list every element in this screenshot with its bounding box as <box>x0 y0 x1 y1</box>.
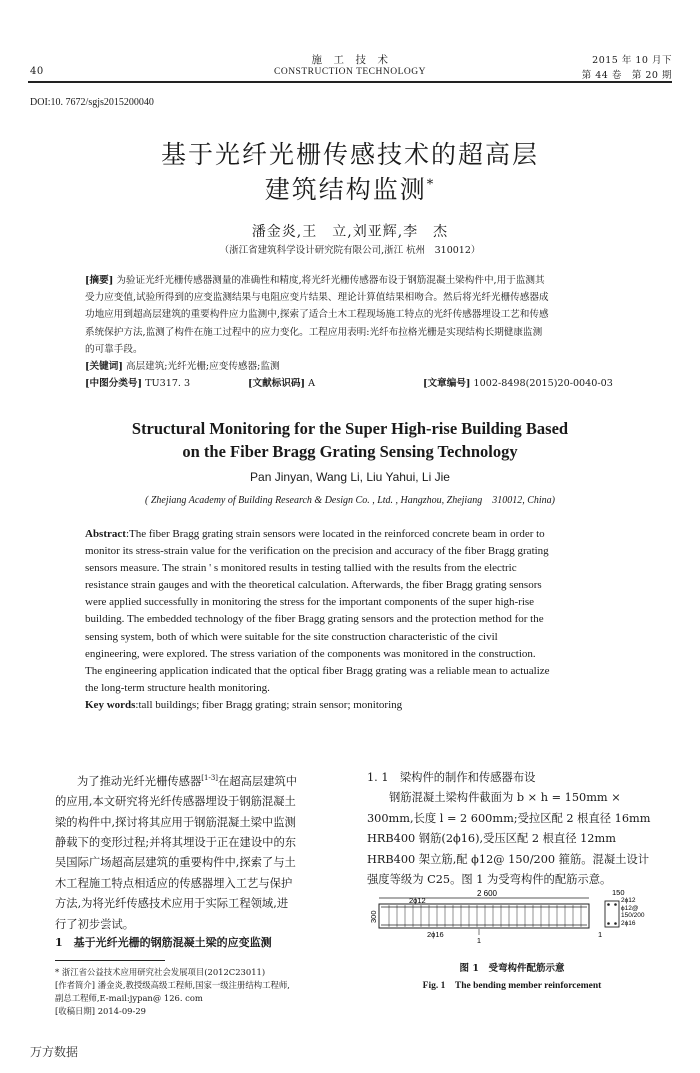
section-bottom-bar <box>614 922 617 925</box>
body-line: 吴国际广场超高层建筑的重要构件中,探索了与土 <box>55 856 296 870</box>
stirrups <box>389 905 581 927</box>
journal-title-cn: 施 工 技 术 <box>311 54 389 66</box>
abstract-en-line: engineering, were explored. The stress variation of the components was monitored in the construction. <box>85 647 536 660</box>
classification-row <box>85 375 645 392</box>
section-stirrup-label: ϕ12@ <box>621 905 639 912</box>
clc-label: [中图分类号] <box>85 378 143 390</box>
doc-code-value: A <box>308 378 316 390</box>
body-line: 行了初步尝试。 <box>55 917 135 931</box>
page-number: 40 <box>30 66 44 77</box>
abstract-cn-line: 系统保护方法,监测了构件在施工过程中的应力变化。工程应用表明:光纤布拉格光栅是实现结构长期健康监测 <box>85 326 543 338</box>
section-spacing-label: 150/200 <box>621 912 645 919</box>
abstract-en-line: building. The embedded technology of the fiber Bragg grating sensors and the protection method for the <box>85 613 544 626</box>
body-line: 强度等级为 C25。图 1 为受弯构件的配筋示意。 <box>367 873 612 887</box>
journal-title-en: CONSTRUCTION TECHNOLOGY <box>274 67 426 77</box>
affiliation-cn: （浙江省建筑科学设计研究院有限公司,浙江 杭州 310012） <box>219 245 481 256</box>
header-rule <box>28 81 672 83</box>
abstract-en <box>85 526 645 714</box>
abstract-cn-line: 的可靠手段。 <box>85 343 143 355</box>
body-line: 木工程施工特点相适应的传感器埋入工艺与保护 <box>55 876 293 890</box>
section-heading-1: 1 基于光纤光栅的钢筋混凝土梁的应变监测 <box>55 936 272 949</box>
keywords-en-label: Key words <box>85 698 136 711</box>
abstract-en-line: monitor its stress-strain value for the verification on the precision and accuracy of the fiber Bragg grating <box>85 545 549 558</box>
body-line <box>55 768 340 792</box>
figure-caption-cn: 图 1 受弯构件配筋示意 <box>459 963 565 974</box>
citation: [1-3] <box>201 774 219 782</box>
width-label: 150 <box>612 888 625 897</box>
abstract-en-line <box>85 526 645 543</box>
body-right-column <box>367 768 652 890</box>
abstract-cn <box>85 272 645 392</box>
body-line: 的应用,本文研究将光纤传感器埋设于钢筋混凝土 <box>55 795 296 809</box>
section-top-label: 2ϕ12 <box>621 897 636 904</box>
doc-code-label: [文献标识码] <box>248 378 306 390</box>
title-cn-line2-text: 建筑结构监测 <box>264 175 427 204</box>
figure-1 <box>367 885 657 945</box>
body-line: 钢筋混凝土梁构件截面为 b × h = 150mm × <box>389 791 621 805</box>
height-label: 300 <box>369 910 378 923</box>
issue-date: 2015 年 10 月下 <box>592 55 672 66</box>
article-number <box>423 375 613 392</box>
cross-section <box>605 901 619 927</box>
abstract-en-line: sensors measure. The strain ' s monitored results in testing tallied with the results from the electric <box>85 562 517 575</box>
title-en-line2: on the Fiber Bragg Grating Sensing Technology <box>182 442 518 461</box>
abstract-en-text: :The fiber Bragg grating strain sensors were located in the reinforced concrete beam in order to <box>125 528 545 540</box>
article-number-value: 1002-8498(2015)20-0040-03 <box>473 378 613 390</box>
section-top-bar <box>607 903 610 906</box>
title-footnote-mark: * <box>426 177 436 193</box>
body-line: 梁的构件中,探讨将其应用于钢筋混凝土梁中监测 <box>55 815 296 829</box>
authors-en: Pan Jinyan, Wang Li, Liu Yahui, Li Jie <box>250 470 450 484</box>
doc-code <box>248 375 315 392</box>
footnote-line: 副总工程师,E-mail:jypan@ 126. com <box>55 993 203 1003</box>
body-line: 300mm,长度 l = 2 600mm;受拉区配 2 根直径 16mm <box>367 811 651 825</box>
abstract-cn-line: 受力应变值,试验所得到的应变监测结果与电阻应变片结果、理论计算值结果相吻合。然后将光纤光栅传感器成 <box>85 292 549 304</box>
footnotes <box>55 966 290 1018</box>
abstract-en-line: sensing system, both of which were suitable for the site construction characteristic of the civil <box>85 630 498 643</box>
clc-value: TU317. 3 <box>145 378 191 390</box>
keywords-en <box>85 697 645 714</box>
abstract-en-line: The engineering application indicated that the optical fiber Bragg grating was a reliable mean to actualize <box>85 664 550 677</box>
beam-outline <box>379 904 589 928</box>
body-left-column <box>55 768 340 935</box>
body-line: HRB400 钢筋(2ϕ16),受压区配 2 根直径 12mm <box>367 832 616 846</box>
body-line: HRB400 架立筋,配 ϕ12@ 150/200 箍筋。混凝土设计 <box>367 852 650 866</box>
abstract-cn-label: [摘要] <box>85 275 114 286</box>
abstract-cn-text: 为验证光纤光栅传感器测量的准确性和精度,将光纤光栅传感器布设于钢筋混凝土梁构件中,用于监测其 <box>116 275 545 286</box>
article-number-label: [文章编号] <box>423 378 471 390</box>
abstract-en-line: the long-term structure health monitoring. <box>85 681 270 694</box>
abstract-en-line: were applied successfully in monitoring the stress for the important components of the super high-rise <box>85 596 535 609</box>
top-bar-label: 2ϕ12 <box>409 896 426 905</box>
authors-cn: 潘金炎,王 立,刘亚辉,李 杰 <box>251 224 449 240</box>
volume-issue: 第 44 卷 第 20 期 <box>581 70 672 81</box>
figure-caption-en: Fig. 1 The bending member reinforcement <box>422 981 602 991</box>
affiliation-en: ( Zhejiang Academy of Building Research & Design Co. , Ltd. , Hangzhou, Zhejiang 310012, China) <box>145 495 555 506</box>
subheading-1-1: 1. 1 梁构件的制作和传感器布设 <box>367 771 536 784</box>
body-line: 静载下的变形过程;并将其埋设于正在建设中的东 <box>55 835 297 849</box>
title-en-line1: Structural Monitoring for the Super High-rise Building Based <box>131 419 569 438</box>
doi: DOI:10. 7672/sgjs2015200040 <box>30 97 154 108</box>
beam-diagram <box>367 885 657 945</box>
abstract-cn-line: 功地应用到超高层建筑的重要构件应力监测中,探索了适合土木工程现场施工特点的光纤传感器埋设工艺和传感 <box>85 309 549 321</box>
footnote-rule <box>55 960 165 961</box>
body-line: 方法,为将光纤传感技术应用于实际工程领域,进 <box>55 897 289 911</box>
abstract-en-label: Abstract <box>85 528 126 540</box>
abstract-cn-line <box>85 272 645 289</box>
section-cut-mark: 1 <box>476 936 482 945</box>
footnote-line: [收稿日期] 2014-09-29 <box>55 1006 146 1016</box>
keywords-cn-label: [关键词] <box>85 361 123 373</box>
keywords-cn-text: 高层建筑;光纤光栅;应变传感器;监测 <box>125 361 280 373</box>
title-cn-line2 <box>0 170 700 206</box>
body-text: 为了推动光纤光栅传感器 <box>77 774 202 788</box>
section-bottom-label: 2ϕ16 <box>621 920 636 927</box>
length-label: 2 600 <box>476 889 498 898</box>
keywords-en-text: :tall buildings; fiber Bragg grating; strain sensor; monitoring <box>135 698 403 711</box>
section-bottom-bar <box>607 922 610 925</box>
section-top-bar <box>614 903 617 906</box>
body-text: 在超高层建筑中 <box>218 774 298 788</box>
abstract-en-line: resistance strain gauges and with the theoretical calculation. Afterwards, the fiber Bragg grating sensors <box>85 579 542 592</box>
footnote-line: * 浙江省公益技术应用研究社会发展项目(2012C23011) <box>55 967 266 977</box>
keywords-cn <box>85 358 645 375</box>
watermark: 万方数据 <box>30 1045 79 1059</box>
bottom-bar-label: 2ϕ16 <box>427 930 444 939</box>
clc <box>85 375 190 392</box>
footnote-line: [作者简介] 潘金炎,教授级高级工程师,国家一级注册结构工程师, <box>55 980 290 990</box>
section-mark-right: 1 <box>598 930 603 939</box>
title-cn-line1: 基于光纤光栅传感技术的超高层 <box>160 140 539 169</box>
